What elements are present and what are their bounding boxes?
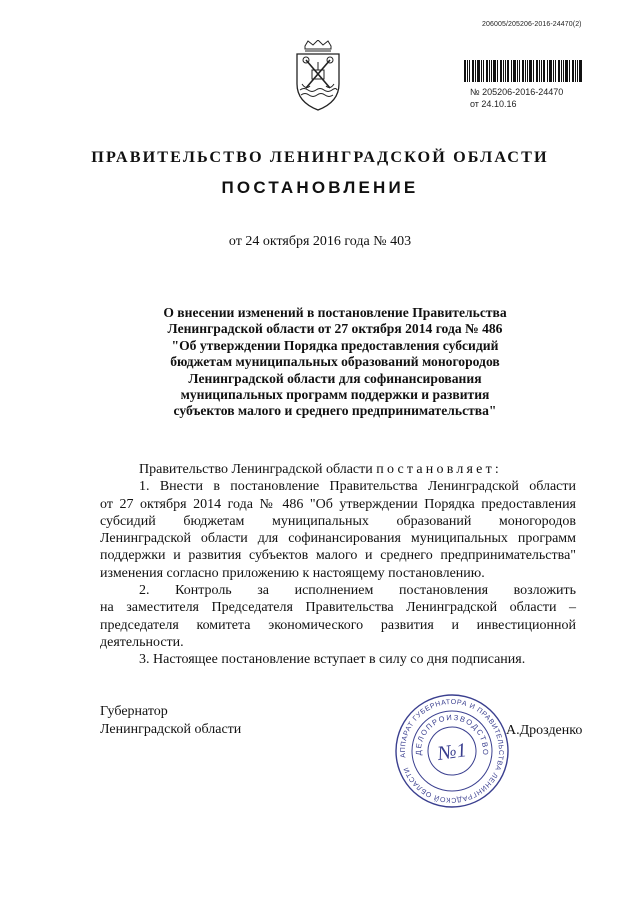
subject-line: субъектов малого и среднего предпринимательства"	[173, 403, 497, 419]
paragraph-1-line: Ленинградской области для софинансирования муниципальных программ	[100, 531, 576, 547]
subject-line: Ленинградской области от 27 октября 2014 года № 486	[167, 321, 503, 337]
stamp-ring-text: АППАРАТ ГУБЕРНАТОРА И ПРАВИТЕЛЬСТВА ЛЕНИНГРАДСКОЙ ОБЛАСТИ	[399, 698, 505, 804]
intro-verb: постановляет:	[376, 462, 502, 477]
registration-number: № 205206-2016-24470	[470, 87, 564, 97]
intro-subject: Правительство Ленинградской области	[139, 462, 373, 477]
subject-line: муниципальных программ поддержки и развития	[180, 387, 490, 403]
barcode	[464, 60, 582, 82]
signatory-name: А.Дрозденко	[506, 723, 583, 738]
document-body	[100, 461, 576, 669]
stamp-inner-text: ДЕЛОПРОИЗВОДСТВО	[413, 712, 491, 757]
signatory-title-line: Губернатор	[100, 704, 168, 719]
resolution-intro	[100, 461, 576, 478]
paragraph-1-line: изменения согласно приложению к настоящему постановлению.	[100, 565, 485, 581]
paragraph-2-line: 2. Контроль за исполнением постановления возложить	[139, 583, 576, 599]
signatory-title-line: Ленинградской области	[100, 722, 242, 737]
paragraph-2-line: председателя комитета экономического развития и инвестиционной	[100, 617, 576, 633]
official-stamp	[393, 692, 511, 810]
paragraph-1-line: поддержки и развития субъектов малого и среднего предпринимательства"	[100, 548, 576, 564]
leningrad-coat-of-arms-icon	[291, 40, 345, 112]
subject-line: "Об утверждении Порядка предоставления субсидий	[171, 337, 499, 353]
paragraph-1-line: от 27 октября 2014 года № 486 "Об утверждении Порядка предоставления	[100, 496, 576, 512]
paragraph-1-line: 1. Внести в постановление Правительства Ленинградской области	[139, 479, 576, 495]
government-name: ПРАВИТЕЛЬСТВО ЛЕНИНГРАДСКОЙ ОБЛАСТИ	[91, 148, 549, 166]
document-subject	[150, 305, 520, 420]
subject-line: бюджетам муниципальных образований моногородов	[170, 354, 500, 370]
signatory-title	[100, 703, 241, 739]
paragraph-2-line: деятельности.	[100, 634, 184, 650]
document-type-title: ПОСТАНОВЛЕНИЕ	[221, 178, 419, 197]
subject-line: Ленинградской области для софинансирования	[188, 370, 482, 386]
document-barcode-code: 206005/205206-2016-24470(2)	[482, 21, 582, 28]
paragraph-1-line: субсидий бюджетам муниципальных образований моногородов	[100, 513, 576, 529]
paragraph-2-line: на заместителя Председателя Правительства Ленинградской области –	[100, 600, 576, 616]
paragraph-3: 3. Настоящее постановление вступает в силу со дня подписания.	[139, 652, 526, 668]
registration-date: от 24.10.16	[470, 99, 517, 109]
subject-line: О внесении изменений в постановление Правительства	[163, 305, 507, 320]
stamp-number: №1	[436, 739, 468, 765]
document-date-number: от 24 октября 2016 года № 403	[228, 234, 412, 249]
